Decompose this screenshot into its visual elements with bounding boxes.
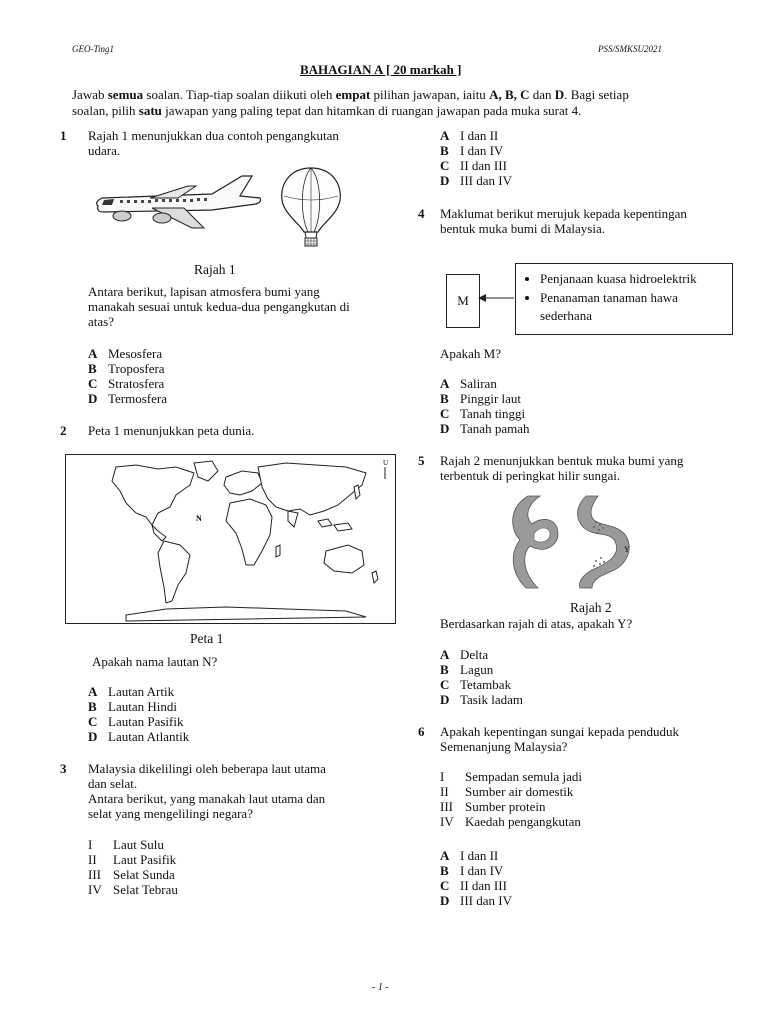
q4-options bbox=[440, 376, 529, 436]
option-text: Mesosfera bbox=[108, 346, 163, 361]
option-text: Lagun bbox=[460, 662, 494, 677]
q4-box-label: M bbox=[457, 293, 469, 308]
option-key: B bbox=[440, 391, 449, 406]
option-row[interactable] bbox=[440, 878, 512, 893]
hot-air-balloon-illustration bbox=[278, 166, 344, 248]
option-key: C bbox=[88, 376, 98, 391]
option-row[interactable] bbox=[440, 143, 512, 158]
diagram-label-y: Y bbox=[624, 545, 630, 554]
q5-options bbox=[440, 647, 523, 707]
option-text: Termosfera bbox=[108, 391, 168, 406]
info-bullet: • Penanaman tanaman hawa sederhana bbox=[540, 289, 732, 325]
header-right: PSS/SMKSU2021 bbox=[598, 44, 662, 54]
q2-question: Apakah nama lautan N? bbox=[92, 654, 218, 669]
q1-figure-caption: Rajah 1 bbox=[194, 262, 236, 277]
q6-number: 6 bbox=[418, 724, 425, 739]
q2-options bbox=[88, 684, 189, 744]
option-row[interactable] bbox=[440, 662, 523, 677]
river-meander-diagram bbox=[500, 494, 640, 590]
option-text: I dan IV bbox=[460, 143, 504, 158]
airplane-illustration bbox=[92, 172, 264, 232]
option-row[interactable] bbox=[440, 421, 529, 436]
option-text: Stratosfera bbox=[108, 376, 165, 391]
option-row[interactable] bbox=[440, 893, 512, 908]
list-item: I Laut Sulu bbox=[88, 837, 164, 852]
option-key: D bbox=[88, 729, 98, 744]
option-key: B bbox=[440, 863, 449, 878]
list-item: III Selat Sunda bbox=[88, 867, 175, 882]
option-text: Lautan Artik bbox=[108, 684, 175, 699]
q1-question: Antara berikut, lapisan atmosfera bumi yang manakah sesuai untuk kedua-dua pengangkutan di atas? bbox=[88, 284, 350, 329]
option-key: C bbox=[440, 878, 450, 893]
option-text: Tetambak bbox=[460, 677, 512, 692]
option-key: B bbox=[440, 662, 449, 677]
q5-stem: Rajah 2 menunjukkan bentuk muka bumi yang terbentuk di peringkat hilir sungai. bbox=[440, 453, 684, 483]
list-item: II Laut Pasifik bbox=[88, 852, 177, 867]
q4-stem: Maklumat berikut merujuk kepada kepentingan bentuk muka bumi di Malaysia. bbox=[440, 206, 687, 236]
option-row[interactable] bbox=[440, 848, 512, 863]
world-map bbox=[66, 455, 395, 623]
world-map-frame bbox=[65, 454, 396, 624]
option-text: I dan II bbox=[460, 848, 499, 863]
list-item: II Sumber air domestik bbox=[440, 784, 574, 799]
option-key: B bbox=[88, 699, 97, 714]
option-row[interactable] bbox=[440, 647, 523, 662]
header-left: GEO-Ting1 bbox=[72, 44, 115, 54]
q2-figure-caption: Peta 1 bbox=[190, 631, 224, 646]
option-text: Pinggir laut bbox=[460, 391, 522, 406]
q1-options bbox=[88, 346, 167, 406]
map-label-u: U bbox=[383, 459, 389, 467]
option-row[interactable] bbox=[88, 699, 189, 714]
option-key: A bbox=[88, 346, 98, 361]
option-key: C bbox=[440, 677, 450, 692]
option-key: A bbox=[440, 128, 450, 143]
list-item: IV Kaedah pengangkutan bbox=[440, 814, 581, 829]
q6-stem: Apakah kepentingan sungai kepada penduduk Semenanjung Malaysia? bbox=[440, 724, 679, 754]
q1-number: 1 bbox=[60, 128, 67, 143]
option-key: B bbox=[88, 361, 97, 376]
option-key: D bbox=[440, 893, 450, 908]
map-label-n: N bbox=[196, 514, 202, 523]
q5-figure-caption: Rajah 2 bbox=[570, 600, 612, 615]
option-row[interactable] bbox=[440, 863, 512, 878]
option-text: I dan II bbox=[460, 128, 499, 143]
arrow-icon bbox=[478, 292, 516, 304]
list-item: I Sempadan semula jadi bbox=[440, 769, 582, 784]
option-row[interactable] bbox=[88, 684, 189, 699]
instructions-line-1: Jawab semua soalan. Tiap-tiap soalan diikuti oleh empat pilihan jawapan, iaitu A, B, C dan D. Bagi setiap bbox=[72, 87, 629, 102]
q4-info-box bbox=[515, 263, 733, 335]
option-key: A bbox=[88, 684, 98, 699]
option-key: A bbox=[440, 848, 450, 863]
option-text: Tasik ladam bbox=[460, 692, 523, 707]
option-row[interactable] bbox=[440, 158, 512, 173]
q6-items bbox=[440, 769, 582, 829]
option-key: D bbox=[440, 421, 450, 436]
option-row[interactable] bbox=[440, 376, 529, 391]
option-row[interactable] bbox=[88, 376, 167, 391]
option-text: Tanah tinggi bbox=[460, 406, 526, 421]
q4-box-m bbox=[446, 274, 480, 328]
option-key: C bbox=[88, 714, 98, 729]
option-text: Lautan Atlantik bbox=[108, 729, 190, 744]
q5-question: Berdasarkan rajah di atas, apakah Y? bbox=[440, 616, 633, 631]
option-row[interactable] bbox=[88, 391, 167, 406]
option-key: D bbox=[440, 692, 450, 707]
option-row[interactable] bbox=[88, 346, 167, 361]
option-row[interactable] bbox=[88, 361, 167, 376]
option-row[interactable] bbox=[440, 173, 512, 188]
q5-number: 5 bbox=[418, 453, 425, 468]
option-text: Tanah pamah bbox=[460, 421, 530, 436]
q2-number: 2 bbox=[60, 423, 67, 438]
option-text: Delta bbox=[460, 647, 489, 662]
q3-options bbox=[440, 128, 512, 188]
option-row[interactable] bbox=[440, 406, 529, 421]
page-number: - 1 - bbox=[372, 982, 389, 993]
option-text: II dan III bbox=[460, 158, 507, 173]
option-key: B bbox=[440, 143, 449, 158]
option-text: I dan IV bbox=[460, 863, 504, 878]
option-key: D bbox=[88, 391, 98, 406]
option-row[interactable] bbox=[440, 391, 529, 406]
option-text: Lautan Pasifik bbox=[108, 714, 184, 729]
option-row[interactable] bbox=[88, 729, 189, 744]
q3-items bbox=[88, 837, 178, 897]
q2-stem: Peta 1 menunjukkan peta dunia. bbox=[88, 423, 255, 438]
option-text: III dan IV bbox=[460, 893, 512, 908]
option-row[interactable] bbox=[440, 677, 523, 692]
option-key: D bbox=[440, 173, 450, 188]
q3-number: 3 bbox=[60, 761, 67, 776]
q4-number: 4 bbox=[418, 206, 425, 221]
q4-question: Apakah M? bbox=[440, 346, 502, 361]
q3-stem: Malaysia dikelilingi oleh beberapa laut utama dan selat. Antara berikut, yang manakah laut utama dan selat yang mengelilingi negara? bbox=[88, 761, 326, 821]
option-key: A bbox=[440, 647, 450, 662]
option-row[interactable] bbox=[440, 692, 523, 707]
instructions-line-2: soalan, pilih satu jawapan yang paling tepat dan hitamkan di ruangan jawapan pada muka surat 4. bbox=[72, 103, 582, 118]
option-key: A bbox=[440, 376, 450, 391]
option-text: II dan III bbox=[460, 878, 507, 893]
option-text: III dan IV bbox=[460, 173, 512, 188]
option-row[interactable] bbox=[440, 128, 512, 143]
list-item: IV Selat Tebrau bbox=[88, 882, 178, 897]
option-key: C bbox=[440, 406, 450, 421]
option-row[interactable] bbox=[88, 714, 189, 729]
list-item: III Sumber protein bbox=[440, 799, 546, 814]
q6-options bbox=[440, 848, 512, 908]
info-bullet: • Penjanaan kuasa hidroelektrik bbox=[540, 270, 732, 288]
option-text: Saliran bbox=[460, 376, 497, 391]
q1-stem: Rajah 1 menunjukkan dua contoh pengangkutan udara. bbox=[88, 128, 339, 158]
option-key: C bbox=[440, 158, 450, 173]
option-text: Troposfera bbox=[108, 361, 165, 376]
section-title: BAHAGIAN A [ 20 markah ] bbox=[300, 62, 462, 77]
option-text: Lautan Hindi bbox=[108, 699, 177, 714]
